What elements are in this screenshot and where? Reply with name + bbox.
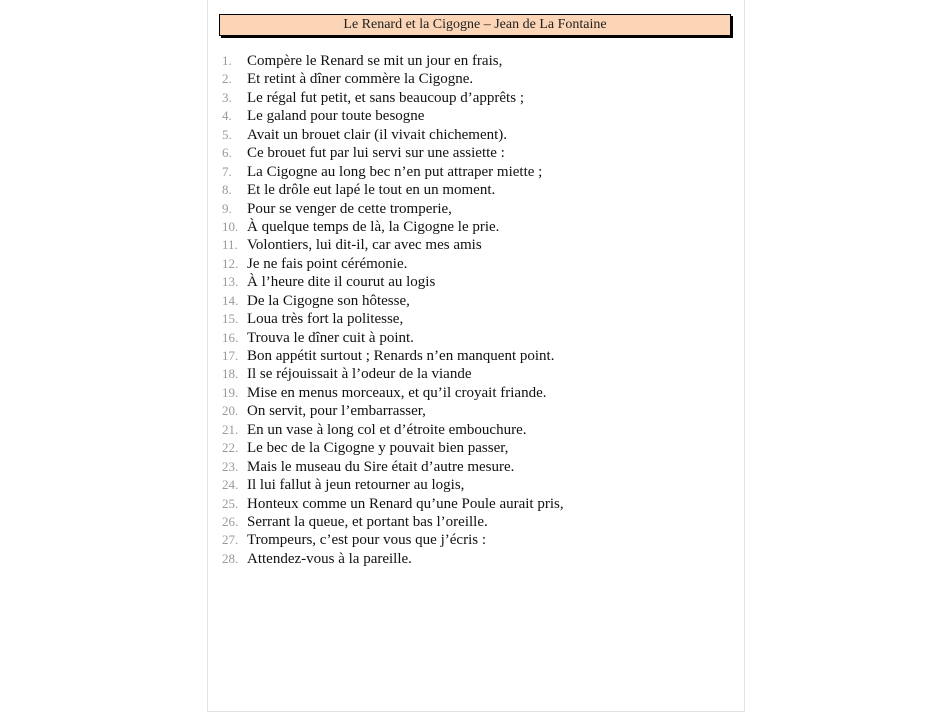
line-text: Le galand pour toute besogne: [247, 108, 425, 125]
line-text: Le bec de la Cigogne y pouvait bien passer,: [247, 440, 509, 457]
line-text: Pour se venger de cette tromperie,: [247, 200, 452, 217]
line-number: 6.: [222, 145, 232, 161]
line-number: 21.: [222, 421, 239, 437]
line-text: À l’heure dite il courut au logis: [247, 274, 436, 291]
line-number: 4.: [222, 108, 232, 124]
line-number: 28.: [222, 550, 239, 566]
line-text: Compère le Renard se mit un jour en frais,: [247, 53, 503, 69]
line-number: 14.: [222, 292, 239, 308]
line-text: La Cigogne au long bec n’en put attraper miette ;: [247, 163, 543, 180]
line-text: Trouva le dîner cuit à point.: [247, 329, 414, 346]
line-number: 3.: [222, 89, 232, 105]
line-text: Bon appétit surtout ; Renards n’en manquent point.: [247, 348, 555, 364]
line-number: 16.: [222, 329, 239, 345]
line-text: Trompeurs, c’est pour vous que j’écris :: [247, 532, 486, 549]
line-number: 22.: [222, 440, 239, 456]
document-page: [207, 0, 745, 712]
line-number: 20.: [222, 403, 239, 419]
line-number: 1.: [222, 53, 232, 68]
line-text: De la Cigogne son hôtesse,: [247, 292, 410, 309]
line-number: 11.: [222, 237, 238, 253]
line-number: 19.: [222, 384, 239, 400]
line-text: Avait un brouet clair (il vivait chichement).: [247, 126, 508, 143]
document-title: Le Renard et la Cigogne – Jean de La Fontaine: [219, 14, 731, 36]
line-text: Mise en menus morceaux, et qu’il croyait friande.: [247, 384, 547, 401]
line-number: 17.: [222, 348, 239, 363]
line-text: Volontiers, lui dit-il, car avec mes amis: [247, 237, 482, 254]
line-number: 7.: [222, 163, 232, 179]
line-text: Honteux comme un Renard qu’une Poule aurait pris,: [247, 495, 564, 512]
line-text: Loua très fort la politesse,: [247, 311, 404, 328]
line-text: Je ne fais point cérémonie.: [247, 255, 408, 272]
line-number: 5.: [222, 126, 232, 142]
line-text: Il se réjouissait à l’odeur de la viande: [247, 366, 472, 383]
line-number: 10.: [222, 218, 239, 234]
line-text: Il lui fallut à jeun retourner au logis,: [247, 477, 465, 494]
line-text: Et le drôle eut lapé le tout en un moment.: [247, 182, 496, 199]
line-number: 2.: [222, 71, 232, 87]
line-number: 27.: [222, 532, 239, 548]
line-number: 23.: [222, 458, 239, 474]
line-number: 9.: [222, 200, 232, 216]
line-number: 26.: [222, 513, 239, 529]
line-number: 24.: [222, 477, 239, 493]
line-number: 18.: [222, 366, 239, 382]
line-number: 13.: [222, 274, 239, 290]
line-text: On servit, pour l’embarrasser,: [247, 403, 426, 420]
line-number: 8.: [222, 182, 232, 198]
line-text: Attendez-vous à la pareille.: [247, 550, 412, 567]
line-text: Mais le museau du Sire était d’autre mesure.: [247, 458, 515, 475]
line-number: 15.: [222, 311, 239, 327]
line-text: À quelque temps de là, la Cigogne le prie.: [247, 218, 500, 235]
line-text: En un vase à long col et d’étroite embouchure.: [247, 421, 527, 438]
line-text: Et retint à dîner commère la Cigogne.: [247, 71, 474, 88]
line-number: 25.: [222, 495, 239, 511]
line-text: Serrant la queue, et portant bas l’oreille.: [247, 513, 488, 530]
line-text: Ce brouet fut par lui servi sur une assiette :: [247, 145, 505, 162]
line-number: 12.: [222, 255, 239, 271]
line-text: Le régal fut petit, et sans beaucoup d’apprêts ;: [247, 89, 524, 106]
